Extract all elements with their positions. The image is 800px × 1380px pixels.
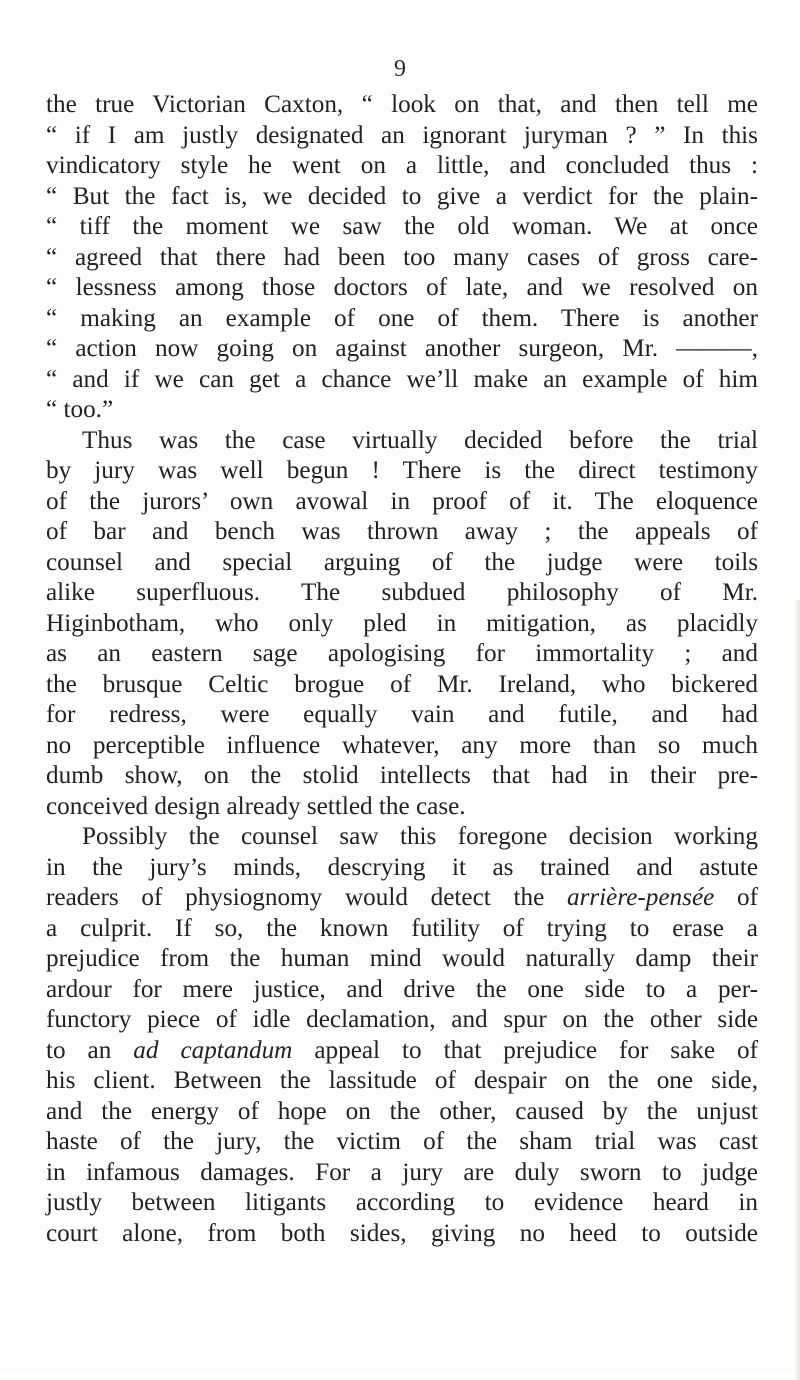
- text-line: justly between litigants according to evidence heard in: [46, 1189, 758, 1216]
- text-line: as an eastern sage apologising for immortality ; and: [46, 640, 758, 667]
- text-line: conceived design already settled the case.: [46, 792, 466, 820]
- text-line: alike superfluous. The subdued philosophy of Mr.: [46, 579, 758, 606]
- text-segment: appeal to that prejudice for sake of: [292, 1036, 758, 1064]
- body-text: [46, 90, 758, 1249]
- text-line: of the jurors’ own avowal in proof of it. The eloquence: [46, 487, 758, 515]
- text-line: by jury was well begun ! There is the direct testimony: [46, 457, 758, 484]
- text-line: haste of the jury, the victim of the sham trial was cast: [46, 1128, 758, 1155]
- italic-phrase: arrière-pensée: [566, 884, 715, 911]
- text-line: and the energy of hope on the other, caused by the unjust: [46, 1097, 758, 1125]
- text-line: a culprit. If so, the known futility of trying to erase a: [46, 914, 758, 942]
- text-line: no perceptible influence whatever, any more than so much: [46, 731, 758, 759]
- text-line: Possibly the counsel saw this foregone decision working: [82, 823, 758, 850]
- text-line: “ agreed that there had been too many cases of gross care-: [46, 243, 758, 271]
- text-line: [46, 1036, 758, 1067]
- text-line: “ lessness among those doctors of late, and we resolved on: [46, 274, 758, 301]
- text-line: “ too.”: [46, 396, 114, 423]
- text-line: Thus was the case virtually decided before the trial: [82, 426, 758, 454]
- italic-phrase: ad captandum: [133, 1036, 293, 1064]
- text-line: “ if I am justly designated an ignorant juryman ? ” In this: [46, 121, 758, 149]
- text-line: “ making an example of one of them. There is another: [46, 304, 758, 332]
- text-line: “ and if we can get a chance we’ll make an example of him: [46, 365, 758, 393]
- text-segment: readers of physiognomy would detect the: [46, 884, 567, 911]
- text-segment: of: [714, 884, 759, 911]
- text-line: vindicatory style he went on a little, and concluded thus :: [46, 152, 758, 179]
- text-line: “ action now going on against another surgeon, Mr. ———,: [46, 335, 758, 362]
- page-number: 9: [394, 56, 406, 82]
- text-line: in infamous damages. For a jury are duly sworn to judge: [46, 1158, 758, 1186]
- text-line: in the jury’s minds, descrying it as trained and astute: [46, 853, 758, 881]
- text-line: of bar and bench was thrown away ; the appeals of: [46, 518, 758, 545]
- text-segment: to an: [46, 1036, 134, 1064]
- text-line: counsel and special arguing of the judge were toils: [46, 548, 758, 576]
- text-line: “ But the fact is, we decided to give a verdict for the plain-: [46, 182, 758, 210]
- text-line: for redress, were equally vain and futile, and had: [46, 701, 758, 728]
- text-line: Higinbotham, who only pled in mitigation, as placidly: [46, 609, 758, 637]
- text-line: “ tiff the moment we saw the old woman. We at once: [46, 213, 758, 240]
- text-line: prejudice from the human mind would naturally damp their: [46, 945, 758, 972]
- text-line: functory piece of idle declamation, and spur on the other side: [46, 1006, 758, 1033]
- text-line: the true Victorian Caxton, “ look on that, and then tell me: [46, 91, 758, 118]
- text-line: [46, 883, 758, 914]
- text-line: dumb show, on the stolid intellects that had in their pre-: [46, 762, 758, 789]
- text-line: court alone, from both sides, giving no heed to outside: [46, 1219, 758, 1247]
- page-edge-shadow: [794, 600, 800, 1380]
- text-line: his client. Between the lassitude of despair on the one side,: [46, 1067, 758, 1094]
- text-line: the brusque Celtic brogue of Mr. Ireland, who bickered: [46, 670, 758, 698]
- text-line: ardour for mere justice, and drive the one side to a per-: [46, 975, 758, 1003]
